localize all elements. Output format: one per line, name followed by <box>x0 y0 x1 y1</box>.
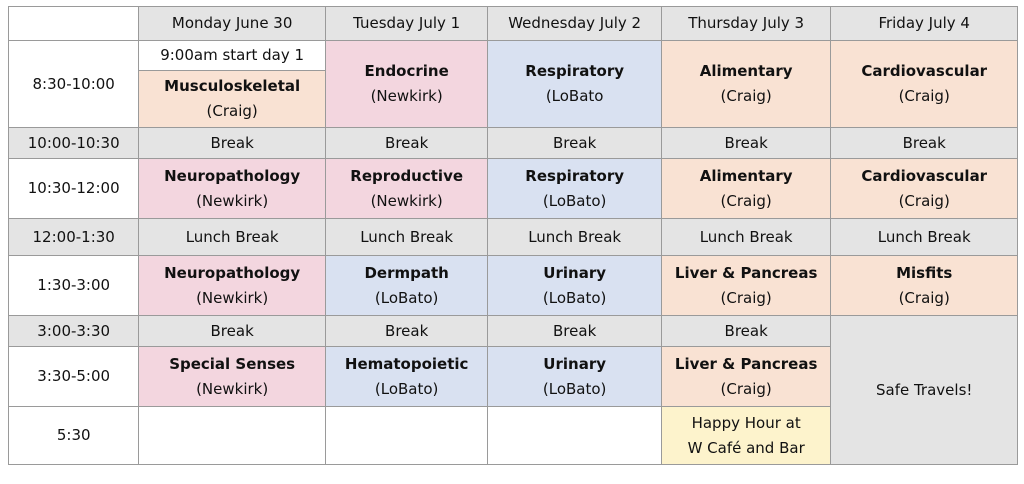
session-title: Hematopoietic <box>344 354 469 373</box>
break-cell: Break <box>139 316 326 347</box>
happy-hour-cell <box>661 407 831 465</box>
break-row <box>9 316 1018 347</box>
session-instructor: (LoBato) <box>374 379 439 398</box>
session-cell <box>139 256 326 316</box>
time-label: 3:00-3:30 <box>9 316 139 347</box>
time-label: 5:30 <box>9 407 139 465</box>
happy-hour-line2: W Café and Bar <box>687 438 805 457</box>
session-instructor: (LoBato <box>545 87 604 105</box>
day-header-wednesday: Wednesday July 2 <box>488 7 662 41</box>
session-instructor: (Newkirk) <box>370 191 443 210</box>
session-cell <box>661 159 831 219</box>
session-cell <box>661 256 831 316</box>
break-cell: Break <box>831 128 1018 159</box>
session-title: Special Senses <box>169 354 296 373</box>
session-instructor: (LoBato) <box>542 191 607 210</box>
session-cell <box>325 159 487 219</box>
session-title: Alimentary <box>699 166 793 185</box>
session-title: Respiratory <box>525 62 624 80</box>
day-header-monday: Monday June 30 <box>139 7 326 41</box>
session-cell <box>139 347 326 407</box>
session-instructor: (Craig) <box>720 191 772 210</box>
session-cell <box>325 347 487 407</box>
lunch-cell: Lunch Break <box>488 219 662 256</box>
session-cell <box>488 159 662 219</box>
break-cell: Break <box>488 316 662 347</box>
day-header-friday: Friday July 4 <box>831 7 1018 41</box>
session-instructor: (Craig) <box>898 191 950 210</box>
break-row <box>9 128 1018 159</box>
session-cell <box>139 71 326 128</box>
session-instructor: (LoBato) <box>374 288 439 307</box>
session-title: Urinary <box>543 263 606 282</box>
lunch-cell: Lunch Break <box>139 219 326 256</box>
session-title: Urinary <box>543 354 606 373</box>
session-title: Misfits <box>896 263 953 282</box>
session-title: Respiratory <box>525 166 624 185</box>
session-cell <box>325 41 487 128</box>
lunch-cell: Lunch Break <box>831 219 1018 256</box>
time-label: 1:30-3:00 <box>9 256 139 316</box>
table-row <box>9 41 1018 71</box>
session-instructor: (Craig) <box>898 87 950 105</box>
lunch-cell: Lunch Break <box>661 219 831 256</box>
session-cell <box>325 256 487 316</box>
session-title: Endocrine <box>364 62 449 80</box>
session-cell <box>661 41 831 128</box>
happy-hour-line1: Happy Hour at <box>691 413 801 432</box>
session-title: Cardiovascular <box>861 62 988 80</box>
break-cell: Break <box>139 128 326 159</box>
lunch-cell: Lunch Break <box>325 219 487 256</box>
session-instructor: (Craig) <box>206 102 258 120</box>
session-instructor: (Newkirk) <box>196 288 269 307</box>
time-label: 8:30-10:00 <box>9 41 139 128</box>
session-title: Liver & Pancreas <box>674 263 818 282</box>
session-title: Musculoskeletal <box>164 77 301 95</box>
start-note: 9:00am start day 1 <box>139 41 326 71</box>
break-cell: Break <box>325 128 487 159</box>
session-instructor: (LoBato) <box>542 379 607 398</box>
session-cell <box>488 256 662 316</box>
day-header-thursday: Thursday July 3 <box>661 7 831 41</box>
session-instructor: (Craig) <box>898 288 950 307</box>
session-cell <box>488 347 662 407</box>
session-title: Cardiovascular <box>861 166 988 185</box>
session-cell <box>831 41 1018 128</box>
table-row <box>9 256 1018 316</box>
break-cell: Break <box>661 128 831 159</box>
session-title: Dermpath <box>364 263 449 282</box>
safe-travels-cell: Safe Travels! <box>831 316 1018 465</box>
session-instructor: (Craig) <box>720 288 772 307</box>
break-cell: Break <box>325 316 487 347</box>
session-instructor: (LoBato) <box>542 288 607 307</box>
time-label: 12:00-1:30 <box>9 219 139 256</box>
corner-cell <box>9 7 139 41</box>
session-cell <box>661 347 831 407</box>
session-instructor: (Craig) <box>720 379 772 398</box>
session-instructor: (Newkirk) <box>196 191 269 210</box>
lunch-row <box>9 219 1018 256</box>
table-row <box>9 159 1018 219</box>
time-label: 10:00-10:30 <box>9 128 139 159</box>
break-cell: Break <box>661 316 831 347</box>
break-cell: Break <box>488 128 662 159</box>
schedule-table <box>8 6 1018 465</box>
session-cell <box>831 159 1018 219</box>
session-title: Alimentary <box>699 62 793 80</box>
time-label: 3:30-5:00 <box>9 347 139 407</box>
empty-cell <box>139 407 326 465</box>
session-title: Neuropathology <box>164 263 301 282</box>
schedule-container <box>8 6 1018 465</box>
session-cell <box>139 159 326 219</box>
empty-cell <box>488 407 662 465</box>
session-title: Reproductive <box>350 166 464 185</box>
session-instructor: (Newkirk) <box>196 379 269 398</box>
header-row <box>9 7 1018 41</box>
session-instructor: (Craig) <box>720 87 772 105</box>
session-title: Liver & Pancreas <box>674 354 818 373</box>
session-cell <box>831 256 1018 316</box>
session-title: Neuropathology <box>164 166 301 185</box>
time-label: 10:30-12:00 <box>9 159 139 219</box>
day-header-tuesday: Tuesday July 1 <box>325 7 487 41</box>
empty-cell <box>325 407 487 465</box>
session-instructor: (Newkirk) <box>370 87 443 105</box>
session-cell <box>488 41 662 128</box>
